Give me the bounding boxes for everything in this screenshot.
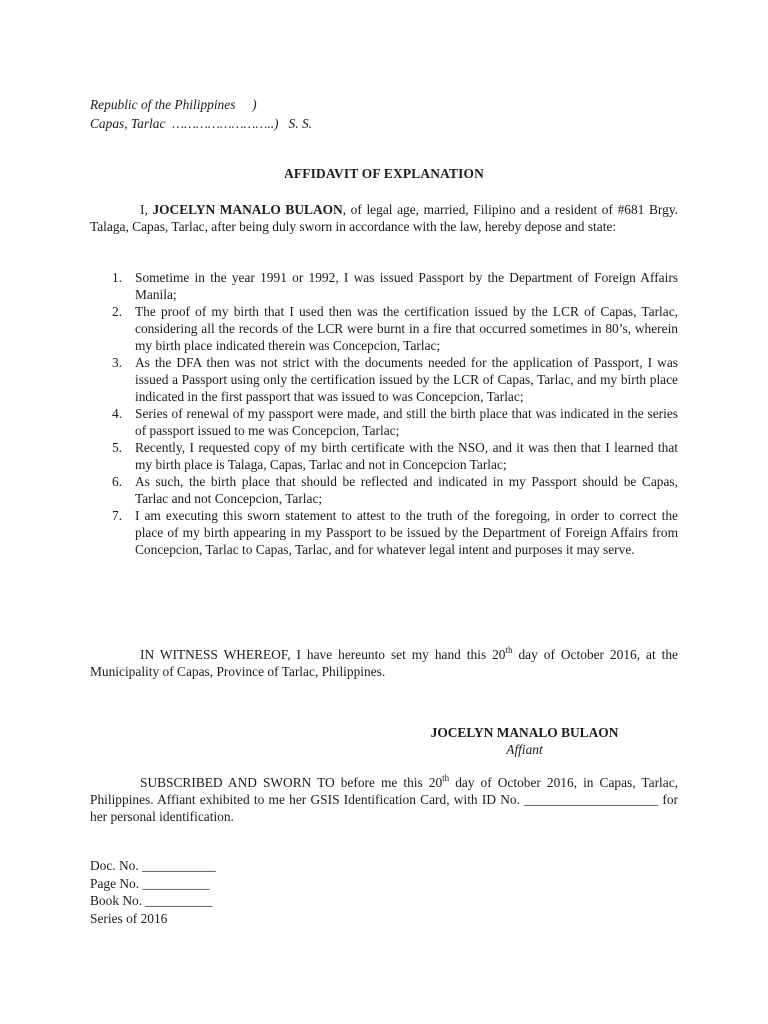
affiant-name-inline: JOCELYN MANALO BULAON (152, 202, 343, 217)
item-text: As the DFA then was not strict with the documents needed for the application of Passport, I was issued a Passport using only the certification issued by the LCR of Capas, Tarlac, and my birth place indicated in the first passport that was issued to was Concepcion, Tarlac; (135, 355, 678, 404)
item-text: Recently, I requested copy of my birth certificate with the NSO, and it was then that I learned that my birth place is Talaga, Capas, Tarlac and not in Concepcion Tarlac; (135, 440, 678, 472)
item-number: 3. (112, 355, 123, 370)
witness-paragraph-block (90, 646, 678, 680)
item-number: 1. (112, 270, 123, 285)
item-number: 6. (112, 474, 123, 489)
jurat-paragraph-block (90, 774, 678, 825)
affiant-signature-name: JOCELYN MANALO BULAON (430, 725, 619, 740)
list-item (90, 269, 678, 303)
witness-paragraph (90, 646, 678, 680)
doc-number-line: Doc. No. ___________ (90, 858, 216, 873)
signature-block (392, 724, 657, 758)
jurat-ordinal: th (442, 772, 450, 783)
item-number: 2. (112, 304, 123, 319)
jurat-text-after: day of October 2016, in Capas, Tarlac, Philippines. Affiant exhibited to me her GSIS Identification Card, with ID No. ____________________ for her personal identification. (90, 775, 678, 824)
notarial-register (90, 857, 216, 927)
list-item (90, 303, 678, 354)
book-number-line: Book No. __________ (90, 893, 213, 908)
venue-line-republic: Republic of the Philippines ) (90, 97, 257, 112)
item-text: As such, the birth place that should be reflected and indicated in my Passport should be Capas, Tarlac and not Concepcion, Tarlac; (135, 474, 678, 506)
item-text: Series of renewal of my passport were made, and still the birth place that was indicated in the series of passport issued to me was Concepcion, Tarlac; (135, 406, 678, 438)
intro-prefix: I, (140, 202, 153, 217)
jurat-paragraph (90, 774, 678, 825)
list-item (90, 405, 678, 439)
venue-line-capas: Capas, Tarlac ……………………..) S. S. (90, 116, 312, 131)
list-item (90, 354, 678, 405)
document-title: AFFIDAVIT OF EXPLANATION (284, 166, 484, 181)
witness-ordinal: th (505, 644, 513, 655)
series-line: Series of 2016 (90, 910, 168, 926)
item-number: 5. (112, 440, 123, 455)
page-number-line: Page No. __________ (90, 875, 210, 891)
witness-text-before: IN WITNESS WHEREOF, I have hereunto set my hand this 20 (140, 647, 506, 662)
item-text: I am executing this sworn statement to attest to the truth of the foregoing, in order to correct the place of my birth appearing in my Passport to be issued by the Department of Foreign Affairs from Concepcion, Tarlac to Capas, Tarlac, and for whatever legal intent and purposes it may serve. (135, 508, 678, 557)
witness-text-after: day of October 2016, at the Municipality of Capas, Province of Tarlac, Philippines. (90, 647, 678, 679)
item-text: Sometime in the year 1991 or 1992, I was issued Passport by the Department of Foreign Affairs Manila; (135, 270, 678, 302)
list-item (90, 473, 678, 507)
venue-block (90, 96, 312, 134)
list-item (90, 507, 678, 558)
jurat-text-before: SUBSCRIBED AND SWORN TO before me this 20 (140, 775, 443, 790)
item-text: The proof of my birth that I used then was the certification issued by the LCR of Capas, Tarlac, considering all the records of the LCR were burnt in a fire that occurred sometimes in 80’s, wherein my birth place indicated therein was Concepcion, Tarlac; (135, 304, 678, 353)
intro-paragraph-block (90, 201, 678, 235)
statement-list (90, 269, 678, 558)
item-number: 4. (112, 406, 123, 421)
list-item (90, 439, 678, 473)
intro-paragraph (90, 201, 678, 235)
intro-rest: , of legal age, married, Filipino and a resident of #681 Brgy. Talaga, Capas, Tarlac, after being duly sworn in accordance with the law, hereby depose and state: (90, 202, 678, 234)
affiant-label: Affiant (506, 742, 543, 757)
item-number: 7. (112, 508, 123, 523)
